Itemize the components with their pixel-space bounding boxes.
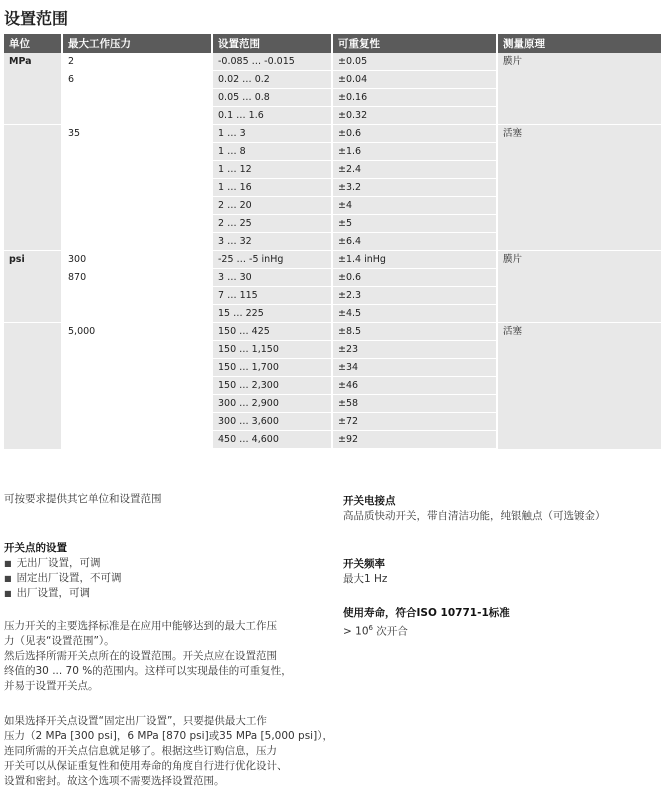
header-principle: 测量原理	[497, 34, 662, 53]
cell-repeatability: ±3.2	[332, 179, 497, 197]
table-row	[4, 71, 662, 89]
frequency-text: 最大1 Hz	[343, 573, 388, 585]
cell-max-pressure	[62, 377, 212, 395]
cell-principle	[497, 431, 662, 449]
cell-repeatability: ±0.32	[332, 107, 497, 125]
cell-max-pressure	[62, 287, 212, 305]
cell-principle	[497, 215, 662, 233]
cell-setting-range: 150 … 1,150	[212, 341, 332, 359]
cell-repeatability: ±8.5	[332, 323, 497, 341]
cell-repeatability: ±0.16	[332, 89, 497, 107]
cell-principle	[497, 359, 662, 377]
table-row	[4, 143, 662, 161]
cell-repeatability: ±58	[332, 395, 497, 413]
table-row	[4, 107, 662, 125]
cell-principle	[497, 179, 662, 197]
paragraph-line: 压力（2 MPa [300 psi]，6 MPa [870 psi]或35 MPa [5,000 psi]），	[4, 730, 333, 742]
cell-unit	[4, 269, 62, 287]
paragraph-line: 连同所需的开关点信息就足够了。根据这些订购信息，压力	[4, 745, 277, 757]
cell-setting-range: 3 … 30	[212, 269, 332, 287]
cell-repeatability: ±4	[332, 197, 497, 215]
cell-repeatability: ±0.05	[332, 53, 497, 71]
switchpoint-section	[4, 541, 122, 601]
cell-max-pressure	[62, 89, 212, 107]
table-row	[4, 431, 662, 449]
life-heading: 使用寿命，符合ISO 10771-1标准	[343, 607, 510, 619]
cell-principle	[497, 71, 662, 89]
cell-max-pressure	[62, 215, 212, 233]
cell-repeatability: ±23	[332, 341, 497, 359]
cell-unit	[4, 341, 62, 359]
cell-principle	[497, 89, 662, 107]
table-row	[4, 305, 662, 323]
cell-setting-range: 0.05 … 0.8	[212, 89, 332, 107]
cell-unit	[4, 143, 62, 161]
cell-principle: 活塞	[497, 125, 662, 143]
cell-repeatability: ±34	[332, 359, 497, 377]
life-text: > $10^6$ 次开合	[343, 624, 408, 638]
cell-setting-range: 0.1 … 1.6	[212, 107, 332, 125]
cell-max-pressure: 35	[62, 125, 212, 143]
cell-unit	[4, 413, 62, 431]
table-row	[4, 125, 662, 143]
cell-max-pressure	[62, 107, 212, 125]
cell-max-pressure: 2	[62, 53, 212, 71]
cell-unit: psi	[4, 251, 62, 269]
cell-max-pressure	[62, 395, 212, 413]
switchpoint-heading: 开关点的设置	[4, 542, 67, 554]
cell-principle	[497, 233, 662, 251]
list-item: ■ 无出厂设置，可调	[4, 556, 122, 571]
cell-unit	[4, 215, 62, 233]
cell-principle	[497, 341, 662, 359]
cell-setting-range: 0.02 … 0.2	[212, 71, 332, 89]
table-row	[4, 179, 662, 197]
cell-principle	[497, 161, 662, 179]
header-unit: 单位	[4, 34, 62, 53]
cell-max-pressure: 870	[62, 269, 212, 287]
cell-max-pressure: 5,000	[62, 323, 212, 341]
table-row	[4, 377, 662, 395]
contacts-section	[343, 494, 606, 524]
cell-max-pressure	[62, 161, 212, 179]
cell-principle	[497, 107, 662, 125]
list-item: ■ 出厂设置，可调	[4, 586, 122, 601]
cell-principle	[497, 377, 662, 395]
cell-setting-range: 300 … 3,600	[212, 413, 332, 431]
contacts-heading: 开关电接点	[343, 495, 396, 507]
cell-setting-range: 1 … 16	[212, 179, 332, 197]
cell-max-pressure: 300	[62, 251, 212, 269]
cell-max-pressure	[62, 359, 212, 377]
cell-repeatability: ±2.4	[332, 161, 497, 179]
cell-unit	[4, 377, 62, 395]
table-row	[4, 53, 662, 71]
cell-repeatability: ±1.6	[332, 143, 497, 161]
list-item: ■ 固定出厂设置，不可调	[4, 571, 122, 586]
cell-unit	[4, 179, 62, 197]
cell-repeatability: ±2.3	[332, 287, 497, 305]
cell-principle	[497, 413, 662, 431]
note-text: 可按要求提供其它单位和设置范围	[4, 493, 162, 505]
cell-repeatability: ±0.6	[332, 125, 497, 143]
cell-setting-range: -0.085 … -0.015	[212, 53, 332, 71]
table-row	[4, 341, 662, 359]
cell-principle: 膜片	[497, 251, 662, 269]
contacts-text: 高品质快动开关，带自清洁功能，纯银触点（可选镀金）	[343, 510, 606, 522]
cell-repeatability: ±5	[332, 215, 497, 233]
table-row	[4, 395, 662, 413]
cell-unit	[4, 89, 62, 107]
cell-unit	[4, 431, 62, 449]
cell-repeatability: ±1.4 inHg	[332, 251, 497, 269]
header-setting-range: 设置范围	[212, 34, 332, 53]
cell-repeatability: ±72	[332, 413, 497, 431]
settings-range-table	[4, 34, 663, 449]
factory-setting-paragraph	[4, 714, 333, 789]
table-header-row	[4, 34, 662, 53]
cell-repeatability: ±92	[332, 431, 497, 449]
paragraph-line: 终值的30 ... 70 %的范围内。这样可以实现最佳的可重复性，	[4, 665, 292, 677]
table-row	[4, 323, 662, 341]
cell-max-pressure	[62, 341, 212, 359]
table-row	[4, 233, 662, 251]
cell-principle	[497, 305, 662, 323]
cell-unit	[4, 233, 62, 251]
cell-principle	[497, 197, 662, 215]
table-row	[4, 359, 662, 377]
table-row	[4, 269, 662, 287]
life-section	[343, 606, 510, 640]
cell-unit	[4, 287, 62, 305]
table-row	[4, 161, 662, 179]
cell-setting-range: 2 … 20	[212, 197, 332, 215]
cell-setting-range: 7 … 115	[212, 287, 332, 305]
cell-repeatability: ±0.04	[332, 71, 497, 89]
cell-unit	[4, 359, 62, 377]
cell-unit	[4, 305, 62, 323]
cell-setting-range: 150 … 1,700	[212, 359, 332, 377]
cell-unit	[4, 161, 62, 179]
cell-setting-range: 1 … 3	[212, 125, 332, 143]
paragraph-line: 设置和密封。故这个选项不需要选择设置范围。	[4, 775, 225, 787]
cell-setting-range: 15 … 225	[212, 305, 332, 323]
cell-repeatability: ±4.5	[332, 305, 497, 323]
cell-max-pressure	[62, 413, 212, 431]
cell-setting-range: 150 … 425	[212, 323, 332, 341]
cell-principle: 膜片	[497, 53, 662, 71]
cell-max-pressure: 6	[62, 71, 212, 89]
cell-setting-range: 150 … 2,300	[212, 377, 332, 395]
header-max-pressure: 最大工作压力	[62, 34, 212, 53]
cell-setting-range: 2 … 25	[212, 215, 332, 233]
frequency-section	[343, 557, 387, 587]
paragraph-line: 压力开关的主要选择标准是在应用中能够达到的最大工作压	[4, 620, 277, 632]
cell-max-pressure	[62, 143, 212, 161]
cell-unit	[4, 71, 62, 89]
cell-principle	[497, 287, 662, 305]
cell-max-pressure	[62, 431, 212, 449]
table-row	[4, 287, 662, 305]
cell-repeatability: ±6.4	[332, 233, 497, 251]
switchpoint-list	[4, 556, 122, 601]
cell-principle	[497, 269, 662, 287]
cell-repeatability: ±0.6	[332, 269, 497, 287]
table-row	[4, 89, 662, 107]
cell-max-pressure	[62, 305, 212, 323]
table-row	[4, 413, 662, 431]
cell-repeatability: ±46	[332, 377, 497, 395]
cell-unit	[4, 107, 62, 125]
cell-max-pressure	[62, 197, 212, 215]
table-row	[4, 215, 662, 233]
table-row	[4, 197, 662, 215]
cell-principle: 活塞	[497, 323, 662, 341]
cell-setting-range: 450 … 4,600	[212, 431, 332, 449]
page-title: 设置范围	[4, 9, 69, 28]
paragraph-line: 力（见表“设置范围”）。	[4, 635, 115, 647]
table-row	[4, 251, 662, 269]
cell-principle	[497, 143, 662, 161]
cell-unit: MPa	[4, 53, 62, 71]
cell-max-pressure	[62, 179, 212, 197]
paragraph-line: 开关可以从保证重复性和使用寿命的角度自行进行优化设计、	[4, 760, 288, 772]
selection-paragraph	[4, 619, 292, 694]
cell-unit	[4, 197, 62, 215]
cell-setting-range: 1 … 8	[212, 143, 332, 161]
cell-setting-range: 3 … 32	[212, 233, 332, 251]
paragraph-line: 然后选择所需开关点所在的设置范围。开关点应在设置范围	[4, 650, 277, 662]
cell-setting-range: 300 … 2,900	[212, 395, 332, 413]
header-repeatability: 可重复性	[332, 34, 497, 53]
paragraph-line: 并易于设置开关点。	[4, 680, 99, 692]
frequency-heading: 开关频率	[343, 558, 385, 570]
cell-unit	[4, 125, 62, 143]
cell-max-pressure	[62, 233, 212, 251]
cell-unit	[4, 395, 62, 413]
paragraph-line: 如果选择开关点设置“固定出厂设置”，只要提供最大工作	[4, 715, 267, 727]
cell-setting-range: 1 … 12	[212, 161, 332, 179]
cell-principle	[497, 395, 662, 413]
cell-unit	[4, 323, 62, 341]
cell-setting-range: -25 … -5 inHg	[212, 251, 332, 269]
